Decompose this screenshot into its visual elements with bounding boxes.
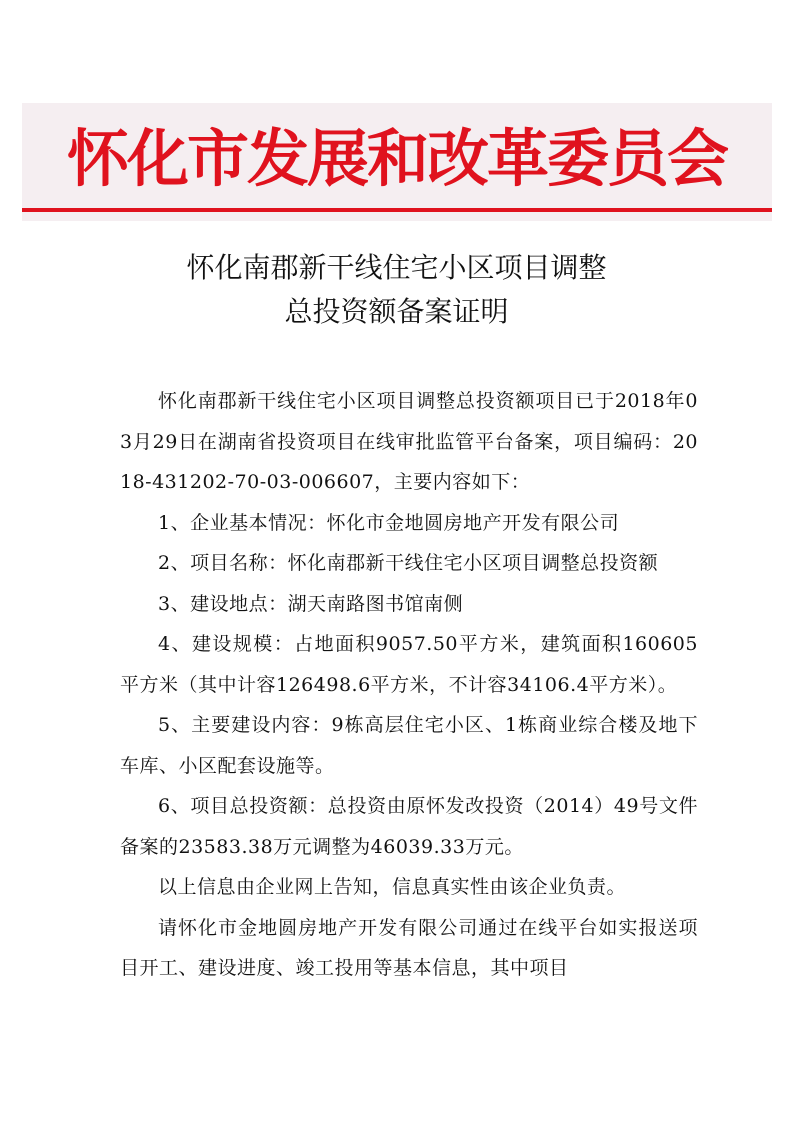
document-title [60,246,733,334]
document-title-line-1: 怀化南郡新干线住宅小区项目调整 [186,251,607,284]
document-body [120,381,698,989]
document-title-line-2: 总投资额备案证明 [284,295,509,328]
item-main-content: 5、主要建设内容：9栋高层住宅小区、1栋商业综合楼及地下车库、小区配套设施等。 [120,714,698,777]
intro-paragraph: 怀化南郡新干线住宅小区项目调整总投资额项目已于2018年03月29日在湖南省投资项目在线审批监管平台备案，项目编码：2018-431202-70-03-006607，主要内容如下： [120,390,698,493]
letterhead [22,103,772,221]
issuing-organization-name: 怀化市发展和改革委员会 [66,122,727,195]
letterhead-red-rule [22,208,772,212]
item-company-info: 1、企业基本情况：怀化市金地圆房地产开发有限公司 [158,511,620,534]
item-construction-site: 3、建设地点：湖天南路图书馆南侧 [158,592,464,615]
disclaimer-paragraph: 以上信息由企业网上告知，信息真实性由该企业负责。 [158,876,627,898]
request-paragraph: 请怀化市金地圆房地产开发有限公司通过在线平台如实报送项目开工、建设进度、竣工投用等基本信息，其中项目 [120,916,698,979]
item-total-investment: 6、项目总投资额：总投资由原怀发改投资（2014）49号文件备案的23583.38万元调整为46039.33万元。 [120,795,698,858]
item-construction-scale: 4、建设规模：占地面积9057.50平方米，建筑面积160605平方米（其中计容126498.6平方米，不计容34106.4平方米）。 [120,633,698,696]
item-project-name: 2、项目名称：怀化南郡新干线住宅小区项目调整总投资额 [158,552,659,574]
